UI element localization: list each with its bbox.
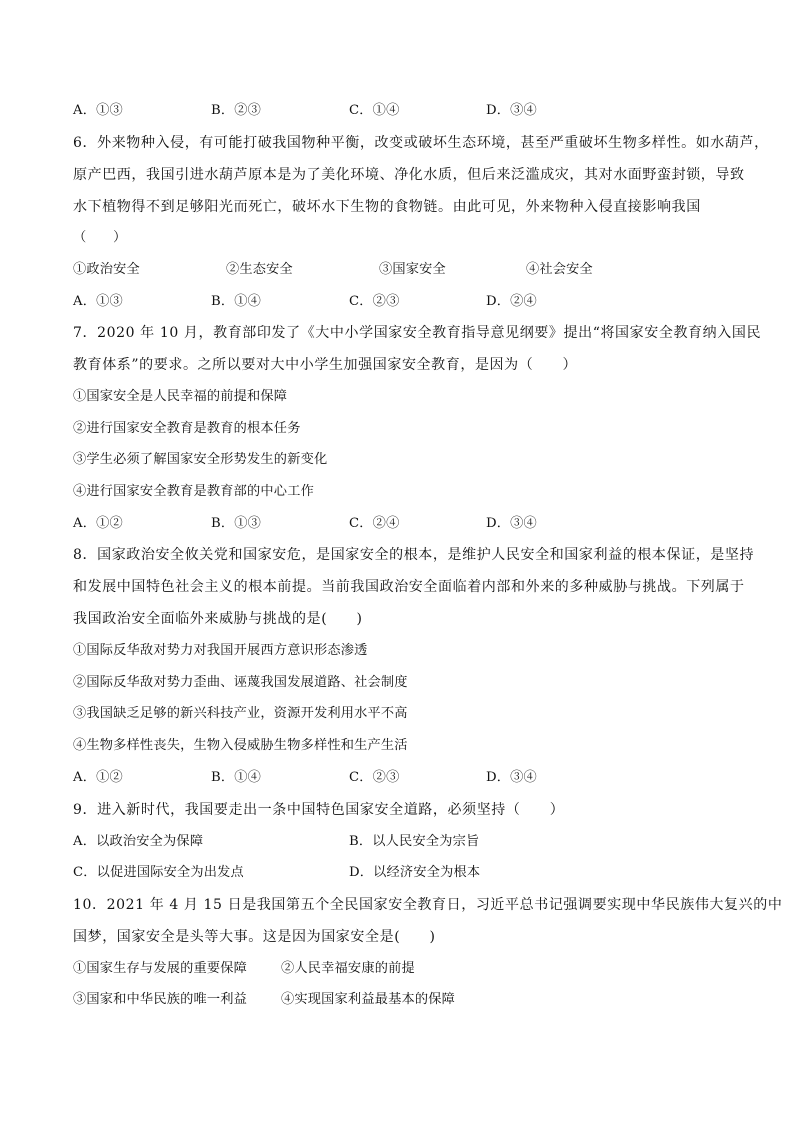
q8-option-b: B．①④ xyxy=(211,770,262,785)
q10-stem-line-1: 10．2021 年 4 月 15 日是我国第五个全民国家安全教育日，习近平总书记强调要实现中华民族伟大复兴的中 xyxy=(73,897,783,913)
q9-option-a: A．以政治安全为保障 xyxy=(73,834,204,849)
q6-option-c: C．②③ xyxy=(349,294,400,309)
q7-item-4: ④进行国家安全教育是教育部的中心工作 xyxy=(73,484,314,499)
q6-item-3: ③国家安全 xyxy=(379,262,446,277)
q6-answer-blank: （ ） xyxy=(73,230,127,245)
q8-stem-line-1: 8．国家政治安全攸关党和国家安危，是国家安全的根本，是维护人民安全和国家利益的根本保证，是坚持 xyxy=(73,547,755,563)
q10-item-3: ③国家和中华民族的唯一利益 xyxy=(73,992,248,1007)
q10-item-4: ④实现国家利益最基本的保障 xyxy=(281,992,456,1007)
q9-stem: 9．进入新时代，我国要走出一条中国特色国家安全道路，必须坚持（ ） xyxy=(73,802,565,818)
q7-item-2: ②进行国家安全教育是教育的根本任务 xyxy=(73,421,301,436)
q5-option-d: D．③④ xyxy=(486,103,537,118)
q9-option-d: D．以经济安全为根本 xyxy=(349,865,481,880)
q6-item-4: ④社会安全 xyxy=(526,262,593,277)
q6-stem-line-2: 原产巴西，我国引进水葫芦原本是为了美化环境、净化水质，但后来泛滥成灾，其对水面野蛮封锁，导致 xyxy=(73,167,745,183)
q6-item-1: ①政治安全 xyxy=(73,262,140,277)
q7-option-b: B．①③ xyxy=(211,516,262,531)
q6-option-a: A．①③ xyxy=(73,294,123,309)
q8-stem-line-2: 和发展中国特色社会主义的根本前提。当前我国政治安全面临着内部和外来的多种威胁与挑战。下列属于 xyxy=(73,579,745,595)
q7-item-3: ③学生必须了解国家安全形势发生的新变化 xyxy=(73,452,328,467)
q6-option-b: B．①④ xyxy=(211,294,262,309)
q10-stem-line-2: 国梦，国家安全是头等大事。这是因为国家安全是( ) xyxy=(73,929,436,945)
q8-option-c: C．②③ xyxy=(349,770,400,785)
q8-item-2: ②国际反华敌对势力歪曲、诬蔑我国发展道路、社会制度 xyxy=(73,675,408,690)
q8-stem-line-3: 我国政治安全面临外来威胁与挑战的是( ) xyxy=(73,611,363,627)
q5-option-c: C．①④ xyxy=(349,103,400,118)
q6-option-d: D．②④ xyxy=(486,294,537,309)
q10-item-2: ②人民幸福安康的前提 xyxy=(281,961,415,976)
q9-option-c: C．以促进国际安全为出发点 xyxy=(73,865,244,880)
q10-item-1: ①国家生存与发展的重要保障 xyxy=(73,961,248,976)
q5-option-b: B．②③ xyxy=(211,103,262,118)
q8-option-a: A．①② xyxy=(73,770,123,785)
q7-item-1: ①国家安全是人民幸福的前提和保障 xyxy=(73,389,288,404)
q8-option-d: D．③④ xyxy=(486,770,537,785)
q5-option-a: A．①③ xyxy=(73,103,123,118)
q7-option-a: A．①② xyxy=(73,516,123,531)
q8-item-3: ③我国缺乏足够的新兴科技产业，资源开发利用水平不高 xyxy=(73,706,408,721)
q8-item-1: ①国际反华敌对势力对我国开展西方意识形态渗透 xyxy=(73,643,368,658)
q7-option-c: C．②④ xyxy=(349,516,400,531)
q6-stem-line-1: 6．外来物种入侵，有可能打破我国物种平衡，改变或破坏生态环境，甚至严重破坏生物多样性。如水葫芦， xyxy=(73,135,769,151)
q7-stem-line-2: 教育体系”的要求。之所以要对大中小学生加强国家安全教育，是因为（ ） xyxy=(73,357,578,373)
q6-item-2: ②生态安全 xyxy=(226,262,293,277)
q9-option-b: B．以人民安全为宗旨 xyxy=(349,834,480,849)
q6-stem-line-3: 水下植物得不到足够阳光而死亡，破坏水下生物的食物链。由此可见，外来物种入侵直接影响我国 xyxy=(73,199,701,215)
q7-stem-line-1: 7．2020 年 10 月，教育部印发了《大中小学国家安全教育指导意见纲要》提出“将国家安全教育纳入国民 xyxy=(73,325,762,341)
q7-option-d: D．③④ xyxy=(486,516,537,531)
q8-item-4: ④生物多样性丧失，生物入侵威胁生物多样性和生产生活 xyxy=(73,738,408,753)
